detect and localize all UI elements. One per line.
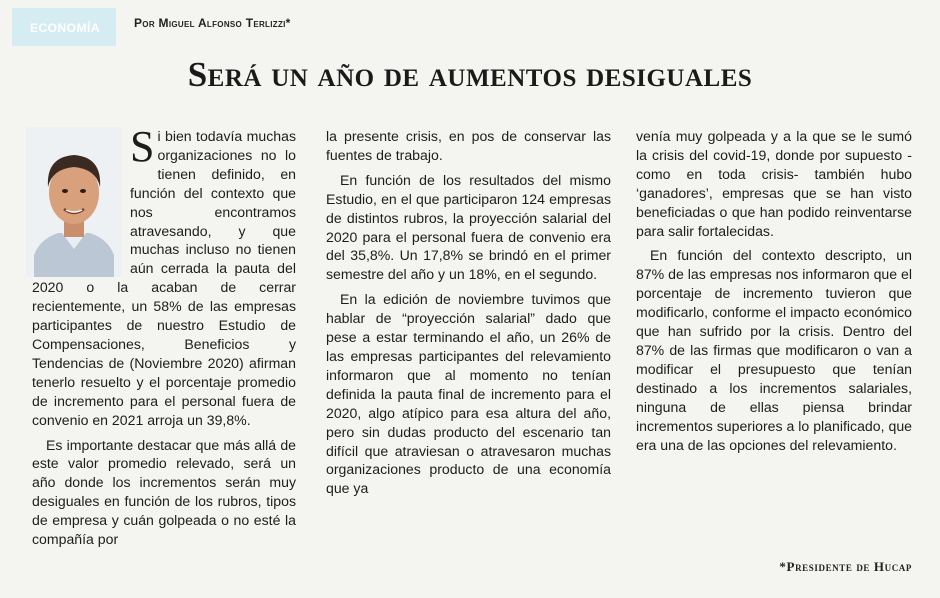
author-photo bbox=[26, 127, 122, 277]
headline: Será un año de aumentos desiguales bbox=[187, 55, 753, 94]
paragraph: la presente crisis, en pos de conservar las fuentes de trabajo. bbox=[326, 128, 611, 163]
paragraph-text: i bien todavía muchas organizaciones no lo tienen definido, en función del contexto que nos encontramos atravesando, y que muchas incluso no tienen aún cerrada la pauta del 2020 o la acaban de cerrar recientemente, un 58% de las empresas participantes de nuestro Estudio de Compensaciones, Beneficios y Tendencias de (Noviembre 2020) afirman tenerlo resuelto y el porcentaje promedio de incremento para el personal fuera de convenio en 2021 arroja un 39,8%. bbox=[32, 128, 296, 428]
paragraph: En función del contexto descripto, un 87% de las empresas nos informaron que el porcentaje de incremento tuvieron que modificarlo, conforme el impacto económico que han sufrido por la crisis. Dentro del 87% de las firmas que modificaron o van a modificar el presupuesto que tenían destinado a los incrementos salariales, ninguna de ellas piensa brindar incrementos superiores a lo planificado, que era una de las opciones del relevamiento. bbox=[636, 247, 912, 453]
article-column-1 bbox=[32, 122, 296, 555]
paragraph: En la edición de noviembre tuvimos que hablar de “proyección salarial” dado que pese a estar terminando el año, un 26% de las empresas participantes del relevamiento informaron que al momento no tenían definida la pauta final de incremento para el 2020, algo atípico para esa altura del año, pero sin dudas producto del escenario tan difícil que atraviesan o atravesaron muchas organizaciones producto de una economía que ya bbox=[326, 291, 611, 497]
section-label-box bbox=[12, 8, 116, 46]
paragraph: Es importante destacar que más allá de este valor promedio relevado, será un año donde los incrementos serán muy desiguales en función de los rubros, tipos de empresa y cuán golpeada o no esté la compañía por bbox=[32, 436, 296, 548]
article-column-3 bbox=[636, 127, 912, 460]
drop-cap: S bbox=[130, 122, 155, 171]
author-footnote: *Presidente de Hucap bbox=[779, 559, 912, 574]
paragraph: En función de los resultados del mismo Estudio, en el que participaron 124 empresas de distintos rubros, la proyección salarial del 2020 para el personal fuera de convenio era del 35,8%. Un 17,8% se brindó en el primer semestre del año y un 18%, en el segundo. bbox=[326, 171, 611, 283]
article-column-2 bbox=[326, 127, 611, 504]
section-label: ECONOMÍA bbox=[30, 21, 100, 35]
byline: Por Miguel Alfonso Terlizzi* bbox=[134, 16, 291, 30]
paragraph: venía muy golpeada y a la que se le sumó la crisis del covid-19, donde por supuesto -como en toda crisis- también hubo ‘ganadores’, empresas que se han visto beneficiadas o que han podido reinventarse para salir fortalecidas. bbox=[636, 128, 912, 239]
author-portrait-image bbox=[26, 127, 122, 277]
